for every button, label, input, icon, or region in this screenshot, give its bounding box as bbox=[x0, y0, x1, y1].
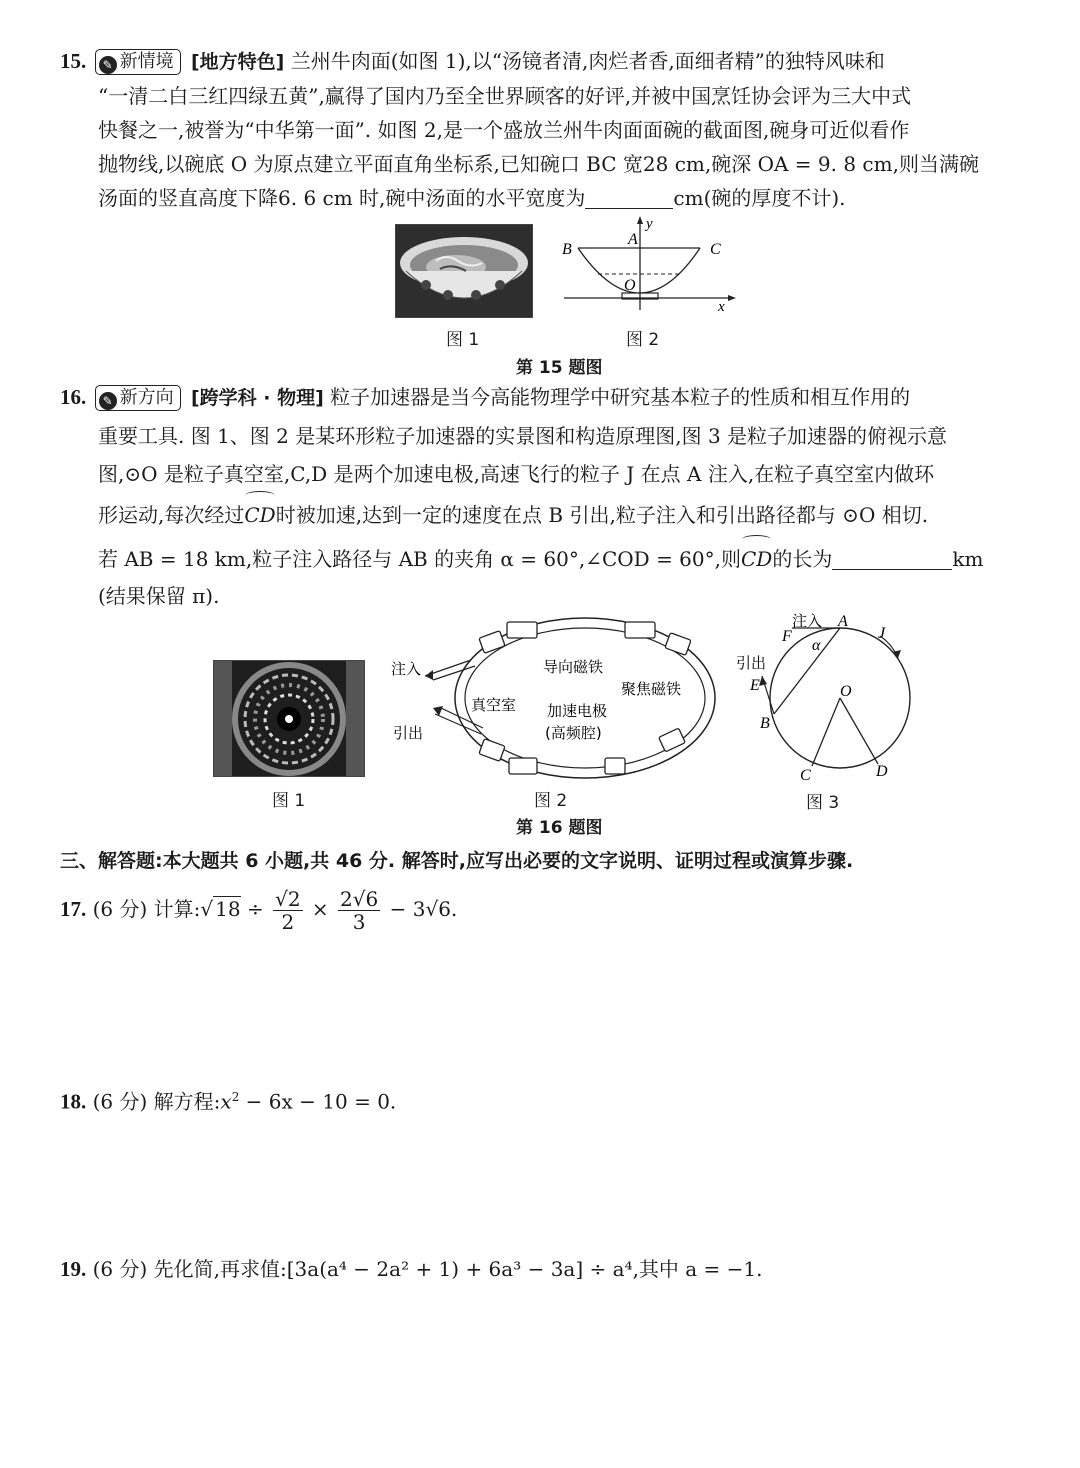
q19-number: 19. bbox=[60, 1257, 87, 1281]
magnet-2 bbox=[507, 622, 537, 638]
q17-divide: ÷ bbox=[240, 897, 271, 921]
label-x: x bbox=[718, 299, 725, 314]
q16-tag-label: 新方向 bbox=[119, 387, 174, 408]
q17-radicand: 18 bbox=[215, 897, 241, 921]
q15-line1 bbox=[60, 44, 1025, 79]
q19-expression: [3a(a⁴ − 2a² + 1) + 6a³ − 3a] ÷ a⁴ bbox=[286, 1257, 633, 1281]
sqrt-sign: √ bbox=[200, 897, 214, 921]
q16-text-6: (结果保留 π). bbox=[98, 584, 220, 608]
q16-text-5 bbox=[60, 537, 1025, 581]
label-vacuum: 真空室 bbox=[471, 696, 517, 714]
circle-geometry-diagram bbox=[732, 608, 918, 788]
q15-text-4: 抛物线,以碗底 O 为原点建立平面直角坐标系,已知碗口 BC 宽28 cm,碗深 OA = 9. 8 cm,则当满碗 bbox=[98, 152, 979, 176]
q15-text-2: “一清二白三红四绿五黄”,赢得了国内乃至全世界顾客的好评,并被中国烹饪协会评为三大中式 bbox=[98, 84, 912, 108]
magnet-3 bbox=[625, 622, 655, 638]
q16-text-4 bbox=[60, 493, 1025, 537]
label-guide-magnet: 导向磁铁 bbox=[543, 658, 604, 676]
q16-tag bbox=[95, 385, 181, 411]
q17-frac2-den: 3 bbox=[352, 910, 366, 934]
q18-equation-rest: − 6x − 10 = 0. bbox=[239, 1089, 397, 1114]
q16-text-5b: 的长为 bbox=[772, 547, 833, 571]
magnet-8 bbox=[659, 728, 686, 752]
radius-od bbox=[840, 698, 878, 764]
question-18 bbox=[60, 1080, 1025, 1119]
q16-answer-blank[interactable] bbox=[832, 547, 952, 570]
q17-frac2-num: 2√6 bbox=[340, 887, 379, 911]
q16-text-2: 重要工具. 图 1、图 2 是某环形粒子加速器的实景图和构造原理图,图 3 是粒子加速器的俯视示意 bbox=[98, 424, 948, 448]
q15-fig1-caption: 图 1 bbox=[446, 330, 480, 350]
label-focus-magnet: 聚焦磁铁 bbox=[621, 680, 682, 698]
q17-tail: − 3√6. bbox=[383, 897, 458, 921]
pen-icon: ✎ bbox=[99, 392, 117, 410]
q15-fig2-caption: 图 2 bbox=[626, 330, 660, 350]
q18-exp: 2 bbox=[231, 1090, 240, 1104]
q15-category: [地方特色] bbox=[190, 51, 285, 73]
pen-icon: ✎ bbox=[99, 56, 117, 74]
label-B: B bbox=[562, 241, 572, 258]
label-E: E bbox=[750, 677, 760, 694]
q19-suffix: ,其中 a = −1. bbox=[632, 1257, 763, 1281]
q15-text-5a: 汤面的竖直高度下降6. 6 cm 时,碗中汤面的水平宽度为 bbox=[98, 186, 586, 210]
magnet-6 bbox=[509, 758, 537, 774]
q17-fraction-1 bbox=[273, 888, 302, 933]
label-C3: C bbox=[800, 767, 811, 784]
q16-fig2-caption: 图 2 bbox=[534, 791, 568, 811]
section-3-heading: 三、解答题:本大题共 6 小题,共 46 分. 解答时,应写出必要的文字说明、证明过程或演算步骤. bbox=[60, 850, 854, 872]
label-inject: 注入 bbox=[391, 660, 422, 678]
q16-category: [跨学科 · 物理] bbox=[190, 387, 324, 409]
label-electrode: 加速电极 bbox=[547, 702, 608, 720]
beef-noodle-photo bbox=[395, 224, 533, 318]
label-F: F bbox=[782, 628, 792, 645]
arc-cd: CD bbox=[244, 493, 275, 537]
question-16 bbox=[60, 378, 1025, 611]
q17-fraction-2 bbox=[338, 888, 380, 933]
q16-figure-title: 第 16 题图 bbox=[516, 818, 603, 838]
q16-fig1-caption: 图 1 bbox=[272, 791, 306, 811]
eject-arrow bbox=[433, 706, 443, 716]
magnet-5 bbox=[479, 739, 505, 762]
q17-number: 17. bbox=[60, 897, 87, 921]
q15-number: 15. bbox=[60, 49, 87, 73]
q18-prefix: (6 分) 解方程: bbox=[92, 1089, 221, 1114]
bowl-parabola-diagram bbox=[550, 214, 740, 314]
q15-text-1: 兰州牛肉面(如图 1),以“汤镜者清,肉烂者香,面细者精”的独特风味和 bbox=[290, 49, 885, 73]
label-cavity: (高频腔) bbox=[545, 724, 602, 742]
label-alpha: α bbox=[812, 637, 821, 654]
q16-line1 bbox=[60, 378, 1025, 417]
q18-number: 18. bbox=[60, 1089, 87, 1114]
q15-tag bbox=[95, 49, 181, 75]
q16-text-5a: 若 AB = 18 km,粒子注入路径与 AB 的夹角 α = 60°,∠COD = 60°,则 bbox=[98, 547, 741, 571]
bowl-parabola bbox=[578, 248, 700, 293]
radius-oc bbox=[812, 698, 840, 766]
label-O: O bbox=[624, 277, 636, 294]
q16-number: 16. bbox=[60, 385, 87, 409]
q15-figure-title: 第 15 题图 bbox=[516, 358, 603, 378]
accelerator-ring-diagram bbox=[385, 608, 720, 788]
magnet-7 bbox=[605, 758, 625, 774]
label-y: y bbox=[646, 216, 653, 232]
q15-tag-label: 新情境 bbox=[119, 51, 174, 72]
label-D3: D bbox=[876, 763, 888, 780]
label-C: C bbox=[710, 241, 721, 258]
arc-cd-2: CD bbox=[741, 537, 772, 581]
magnet-1 bbox=[479, 631, 505, 654]
label-eject-3: 引出 bbox=[736, 654, 767, 672]
label-A: A bbox=[628, 231, 638, 248]
label-inject-3: 注入 bbox=[792, 612, 823, 630]
q16-fig3-caption: 图 3 bbox=[806, 793, 840, 813]
accelerator-photo bbox=[213, 660, 365, 777]
question-17 bbox=[60, 888, 1025, 933]
label-B3: B bbox=[760, 715, 770, 732]
q16-text-3: 图,⊙O 是粒子真空室,C,D 是两个加速电极,高速飞行的粒子 J 在点 A 注入,在粒子真空室内做环 bbox=[98, 462, 935, 486]
q16-text-4b: 时被加速,达到一定的速度在点 B 引出,粒子注入和引出路径都与 ⊙O 相切. bbox=[275, 503, 929, 527]
q18-var: x bbox=[220, 1089, 232, 1114]
q16-text-4a: 形运动,每次经过 bbox=[98, 503, 245, 527]
q17-frac1-den: 2 bbox=[281, 910, 295, 934]
question-19 bbox=[60, 1252, 1025, 1286]
label-O3: O bbox=[840, 683, 852, 700]
q15-answer-blank[interactable] bbox=[585, 186, 673, 209]
q16-text-5c: km bbox=[952, 547, 984, 571]
label-eject: 引出 bbox=[393, 724, 424, 742]
q16-text-1: 粒子加速器是当今高能物理学中研究基本粒子的性质和相互作用的 bbox=[330, 385, 911, 409]
question-15 bbox=[60, 44, 1025, 215]
q15-text-3: 快餐之一,被誉为“中华第一面”. 如图 2,是一个盛放兰州牛肉面面碗的截面图,碗身可近似看作 bbox=[98, 118, 910, 142]
q17-prefix: (6 分) 计算: bbox=[92, 897, 201, 921]
label-J: J bbox=[878, 625, 886, 642]
q15-text-5b: cm(碗的厚度不计). bbox=[673, 186, 846, 210]
q17-frac1-num: √2 bbox=[275, 887, 301, 911]
q17-times: × bbox=[305, 897, 336, 921]
label-A3: A bbox=[838, 613, 848, 630]
q19-prefix: (6 分) 先化简,再求值: bbox=[92, 1257, 287, 1281]
q15-text-5 bbox=[60, 181, 1025, 215]
magnet-4 bbox=[665, 633, 691, 656]
